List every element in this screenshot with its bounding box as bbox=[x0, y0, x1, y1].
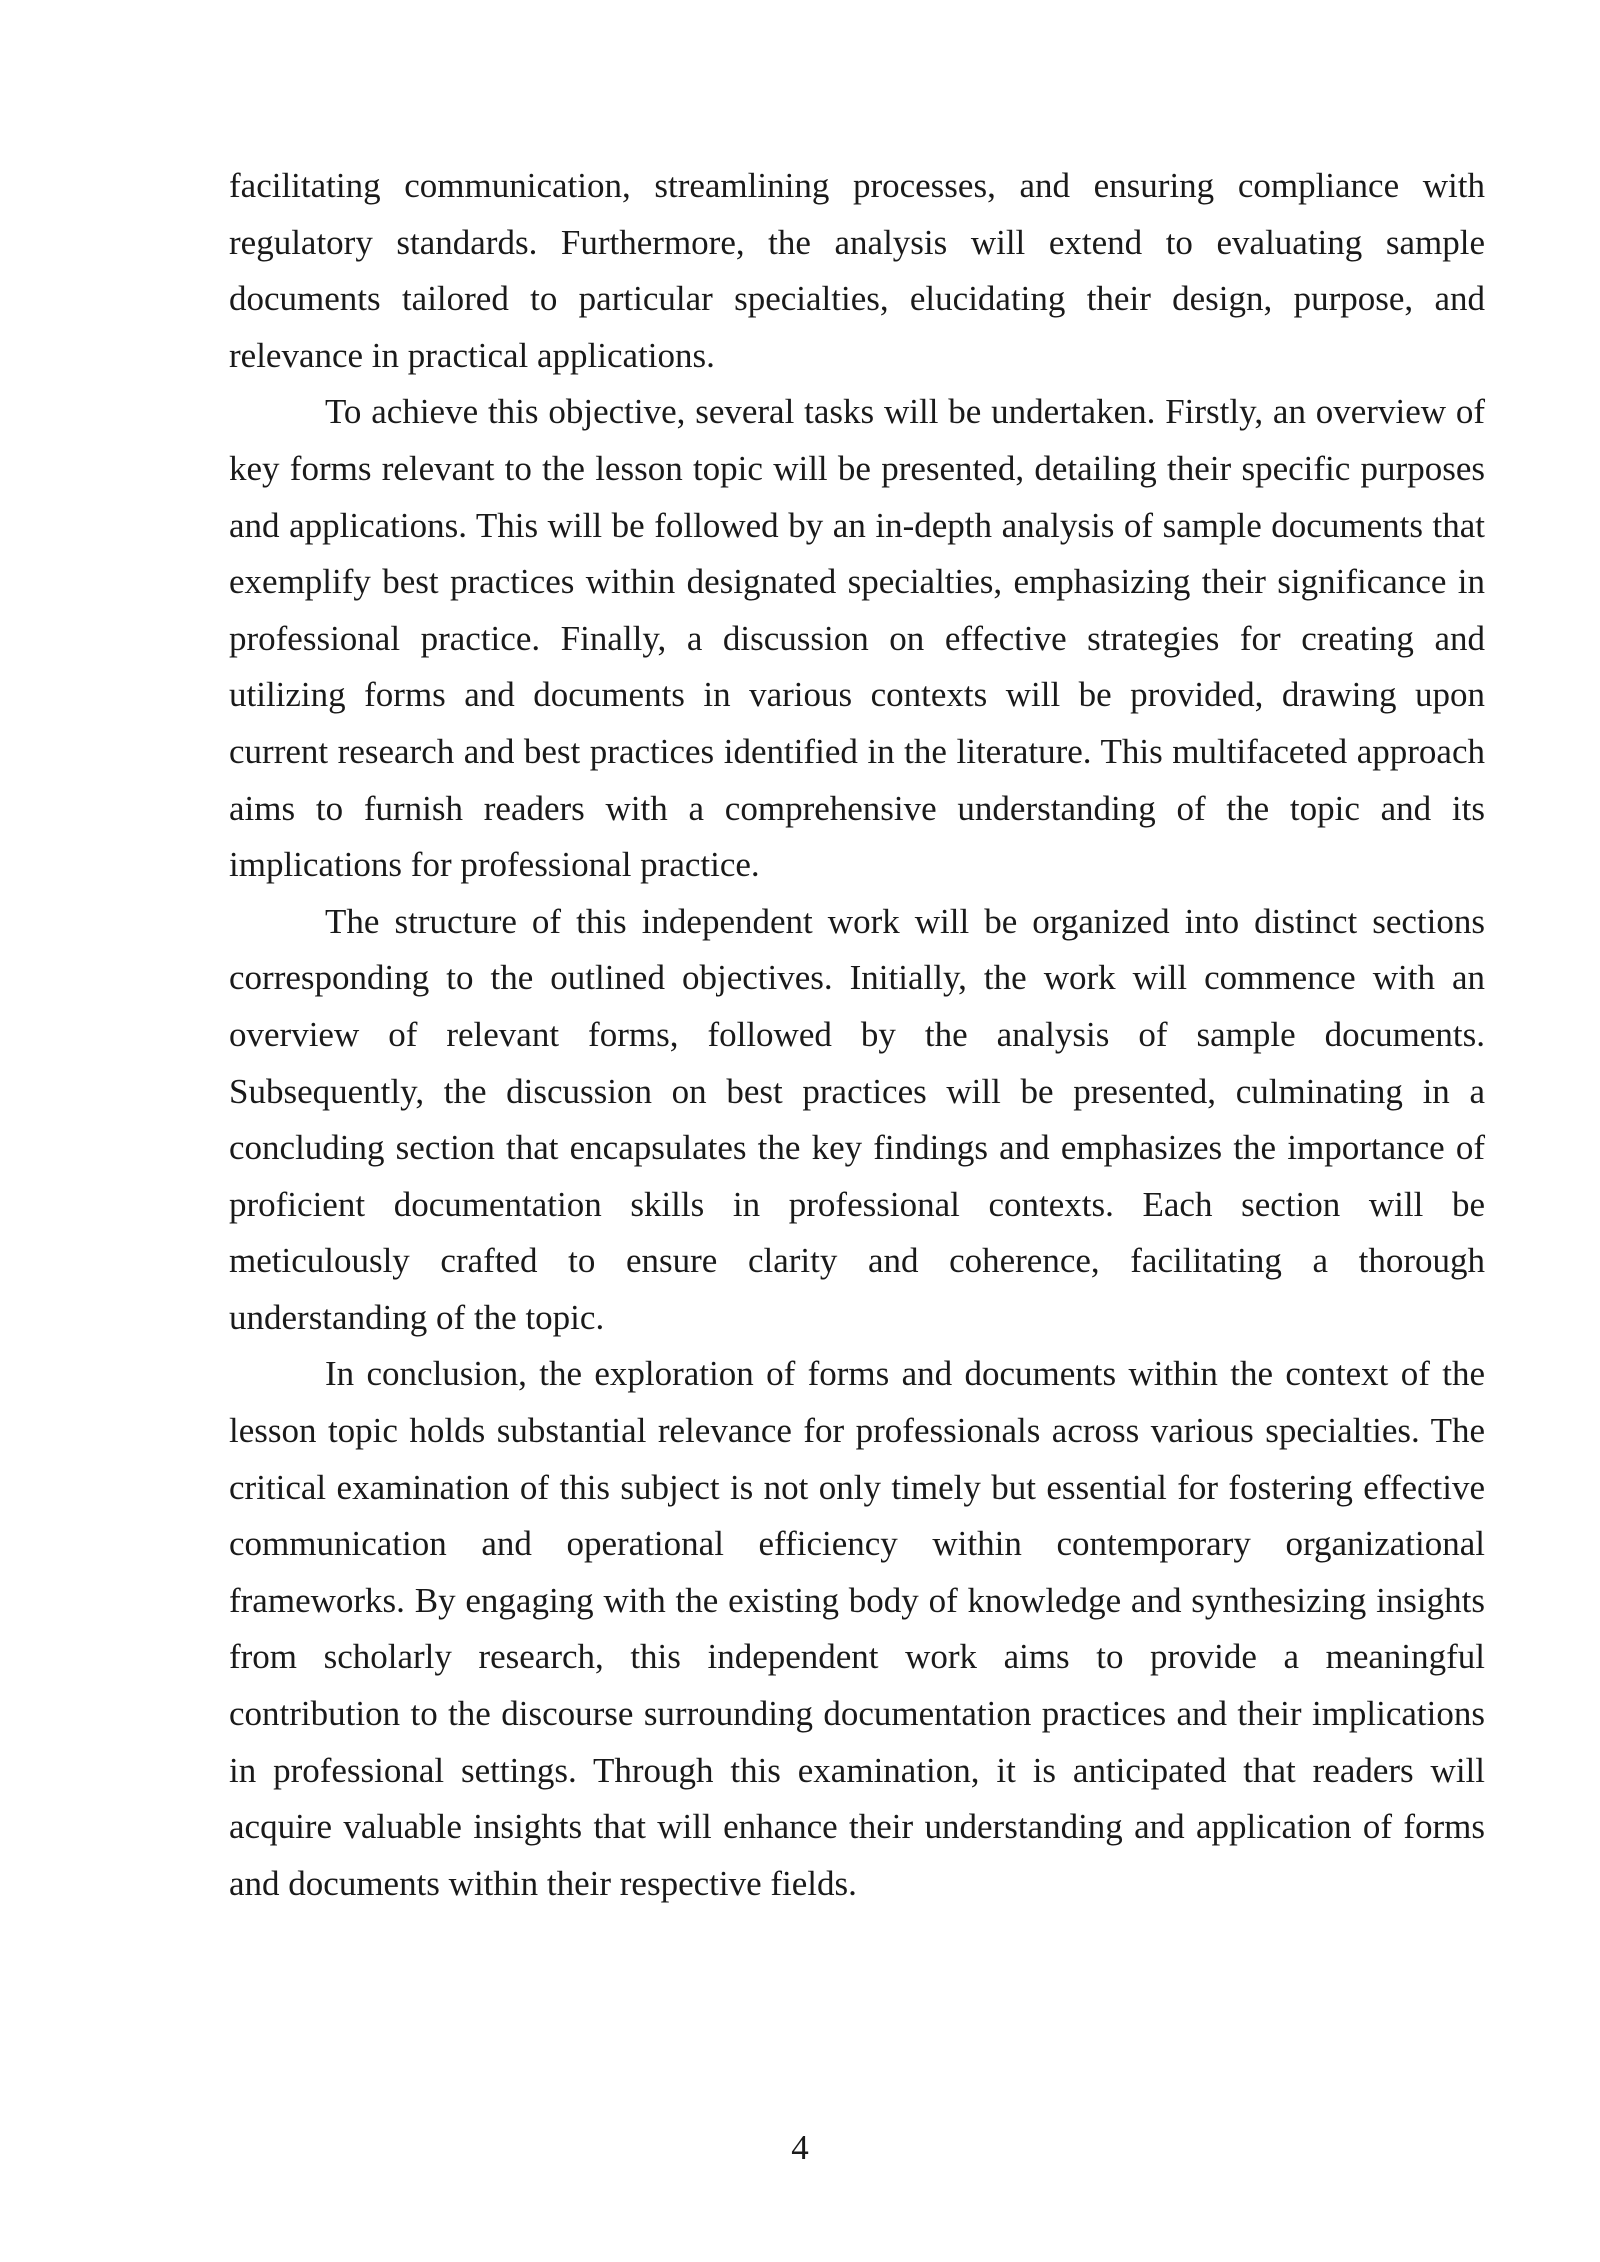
paragraph-continued: facilitating communication, streamlining processes, and ensuring compliance with regulatory standards. Furthermore, the analysis will extend to evaluating sample documents tailored to particular specialties, elucidating their design, purpose, and relevance in practical applications. bbox=[229, 166, 1485, 375]
page-number: 4 bbox=[791, 2128, 809, 2167]
paragraph-structure: The structure of this independent work will be organized into distinct sections corresponding to the outlined objectives. Initially, the work will commence with an overview of relevant forms, followed by the analysis of sample documents. Subsequently, the discussion on best practices will be presented, culminating in a concluding section that encapsulates the key findings and emphasizes the importance of proficient documentation skills in professional contexts. Each section will be meticulously crafted to ensure clarity and coherence, facilitating a thorough understanding of the topic. bbox=[229, 901, 1485, 1337]
paragraph-tasks: To achieve this objective, several tasks will be undertaken. Firstly, an overview of key forms relevant to the lesson topic will be presented, detailing their specific purposes and applications. This will be followed by an in-depth analysis of sample documents that exemplify best practices within designated specialties, emphasizing their significance in professional practice. Finally, a discussion on effective strategies for creating and utilizing forms and documents in various contexts will be provided, drawing upon current research and best practices identified in the literature. This multifaceted approach aims to furnish readers with a comprehensive understanding of the topic and its implications for professional practice. bbox=[229, 392, 1485, 885]
paragraph-conclusion: In conclusion, the exploration of forms and documents within the context of the lesson topic holds substantial relevance for professionals across various specialties. The critical examination of this subject is not only timely but essential for fostering effective communication and operational efficiency within contemporary organizational frameworks. By engaging with the existing body of knowledge and synthesizing insights from scholarly research, this independent work aims to provide a meaningful contribution to the discourse surrounding documentation practices and their implications in professional settings. Through this examination, it is anticipated that readers will acquire valuable insights that will enhance their understanding and application of forms and documents within their respective fields. bbox=[229, 1354, 1485, 1903]
body-text bbox=[229, 158, 1485, 1912]
